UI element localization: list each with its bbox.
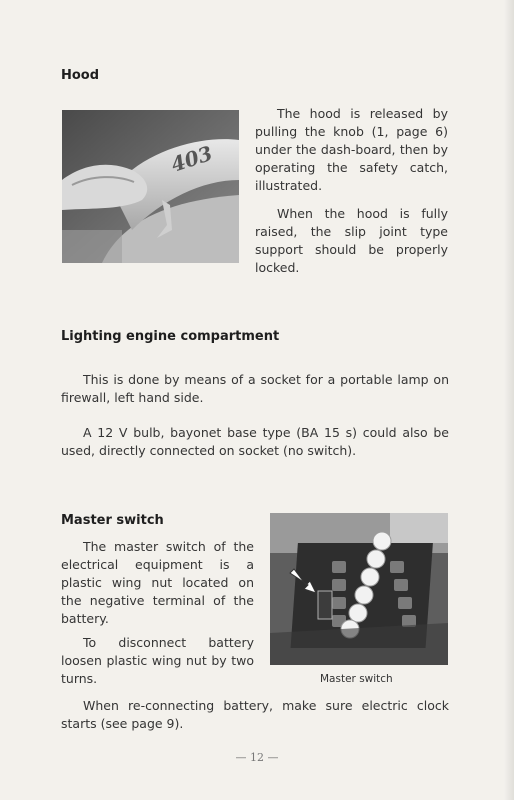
master-switch-photo bbox=[270, 513, 448, 665]
hood-release-illustration bbox=[62, 110, 239, 263]
master-switch-paragraph-2: To disconnect battery loosen plastic wing nut by two turns. bbox=[61, 635, 254, 686]
hood-paragraph-1: The hood is released by pulling the knob (1, page 6) under the dash-board, then by operating the safety catch, illustrated. bbox=[255, 106, 448, 193]
svg-text:403: 403 bbox=[168, 141, 216, 177]
lighting-heading: Lighting engine compartment bbox=[61, 329, 280, 344]
page-number: — 12 — bbox=[235, 751, 279, 764]
master-switch-caption: Master switch bbox=[320, 673, 393, 685]
hood-paragraph-2: When the hood is fully raised, the slip joint type support should be properly locked. bbox=[255, 206, 448, 275]
lighting-paragraph-1: This is done by means of a socket for a portable lamp on firewall, left hand side. bbox=[61, 372, 449, 405]
battery-illustration bbox=[270, 513, 448, 665]
master-switch-paragraph-3: When re-connecting battery, make sure electric clock starts (see page 9). bbox=[61, 698, 449, 731]
hood-heading: Hood bbox=[61, 68, 100, 83]
master-switch-heading: Master switch bbox=[61, 513, 164, 528]
lighting-paragraph-2: A 12 V bulb, bayonet base type (BA 15 s) could also be used, directly connected on socket (no switch). bbox=[61, 425, 449, 458]
hood-release-photo bbox=[62, 110, 239, 263]
master-switch-paragraph-1: The master switch of the electrical equipment is a plastic wing nut located on the negative terminal of the battery. bbox=[61, 539, 254, 626]
page-edge-shadow bbox=[504, 0, 514, 800]
